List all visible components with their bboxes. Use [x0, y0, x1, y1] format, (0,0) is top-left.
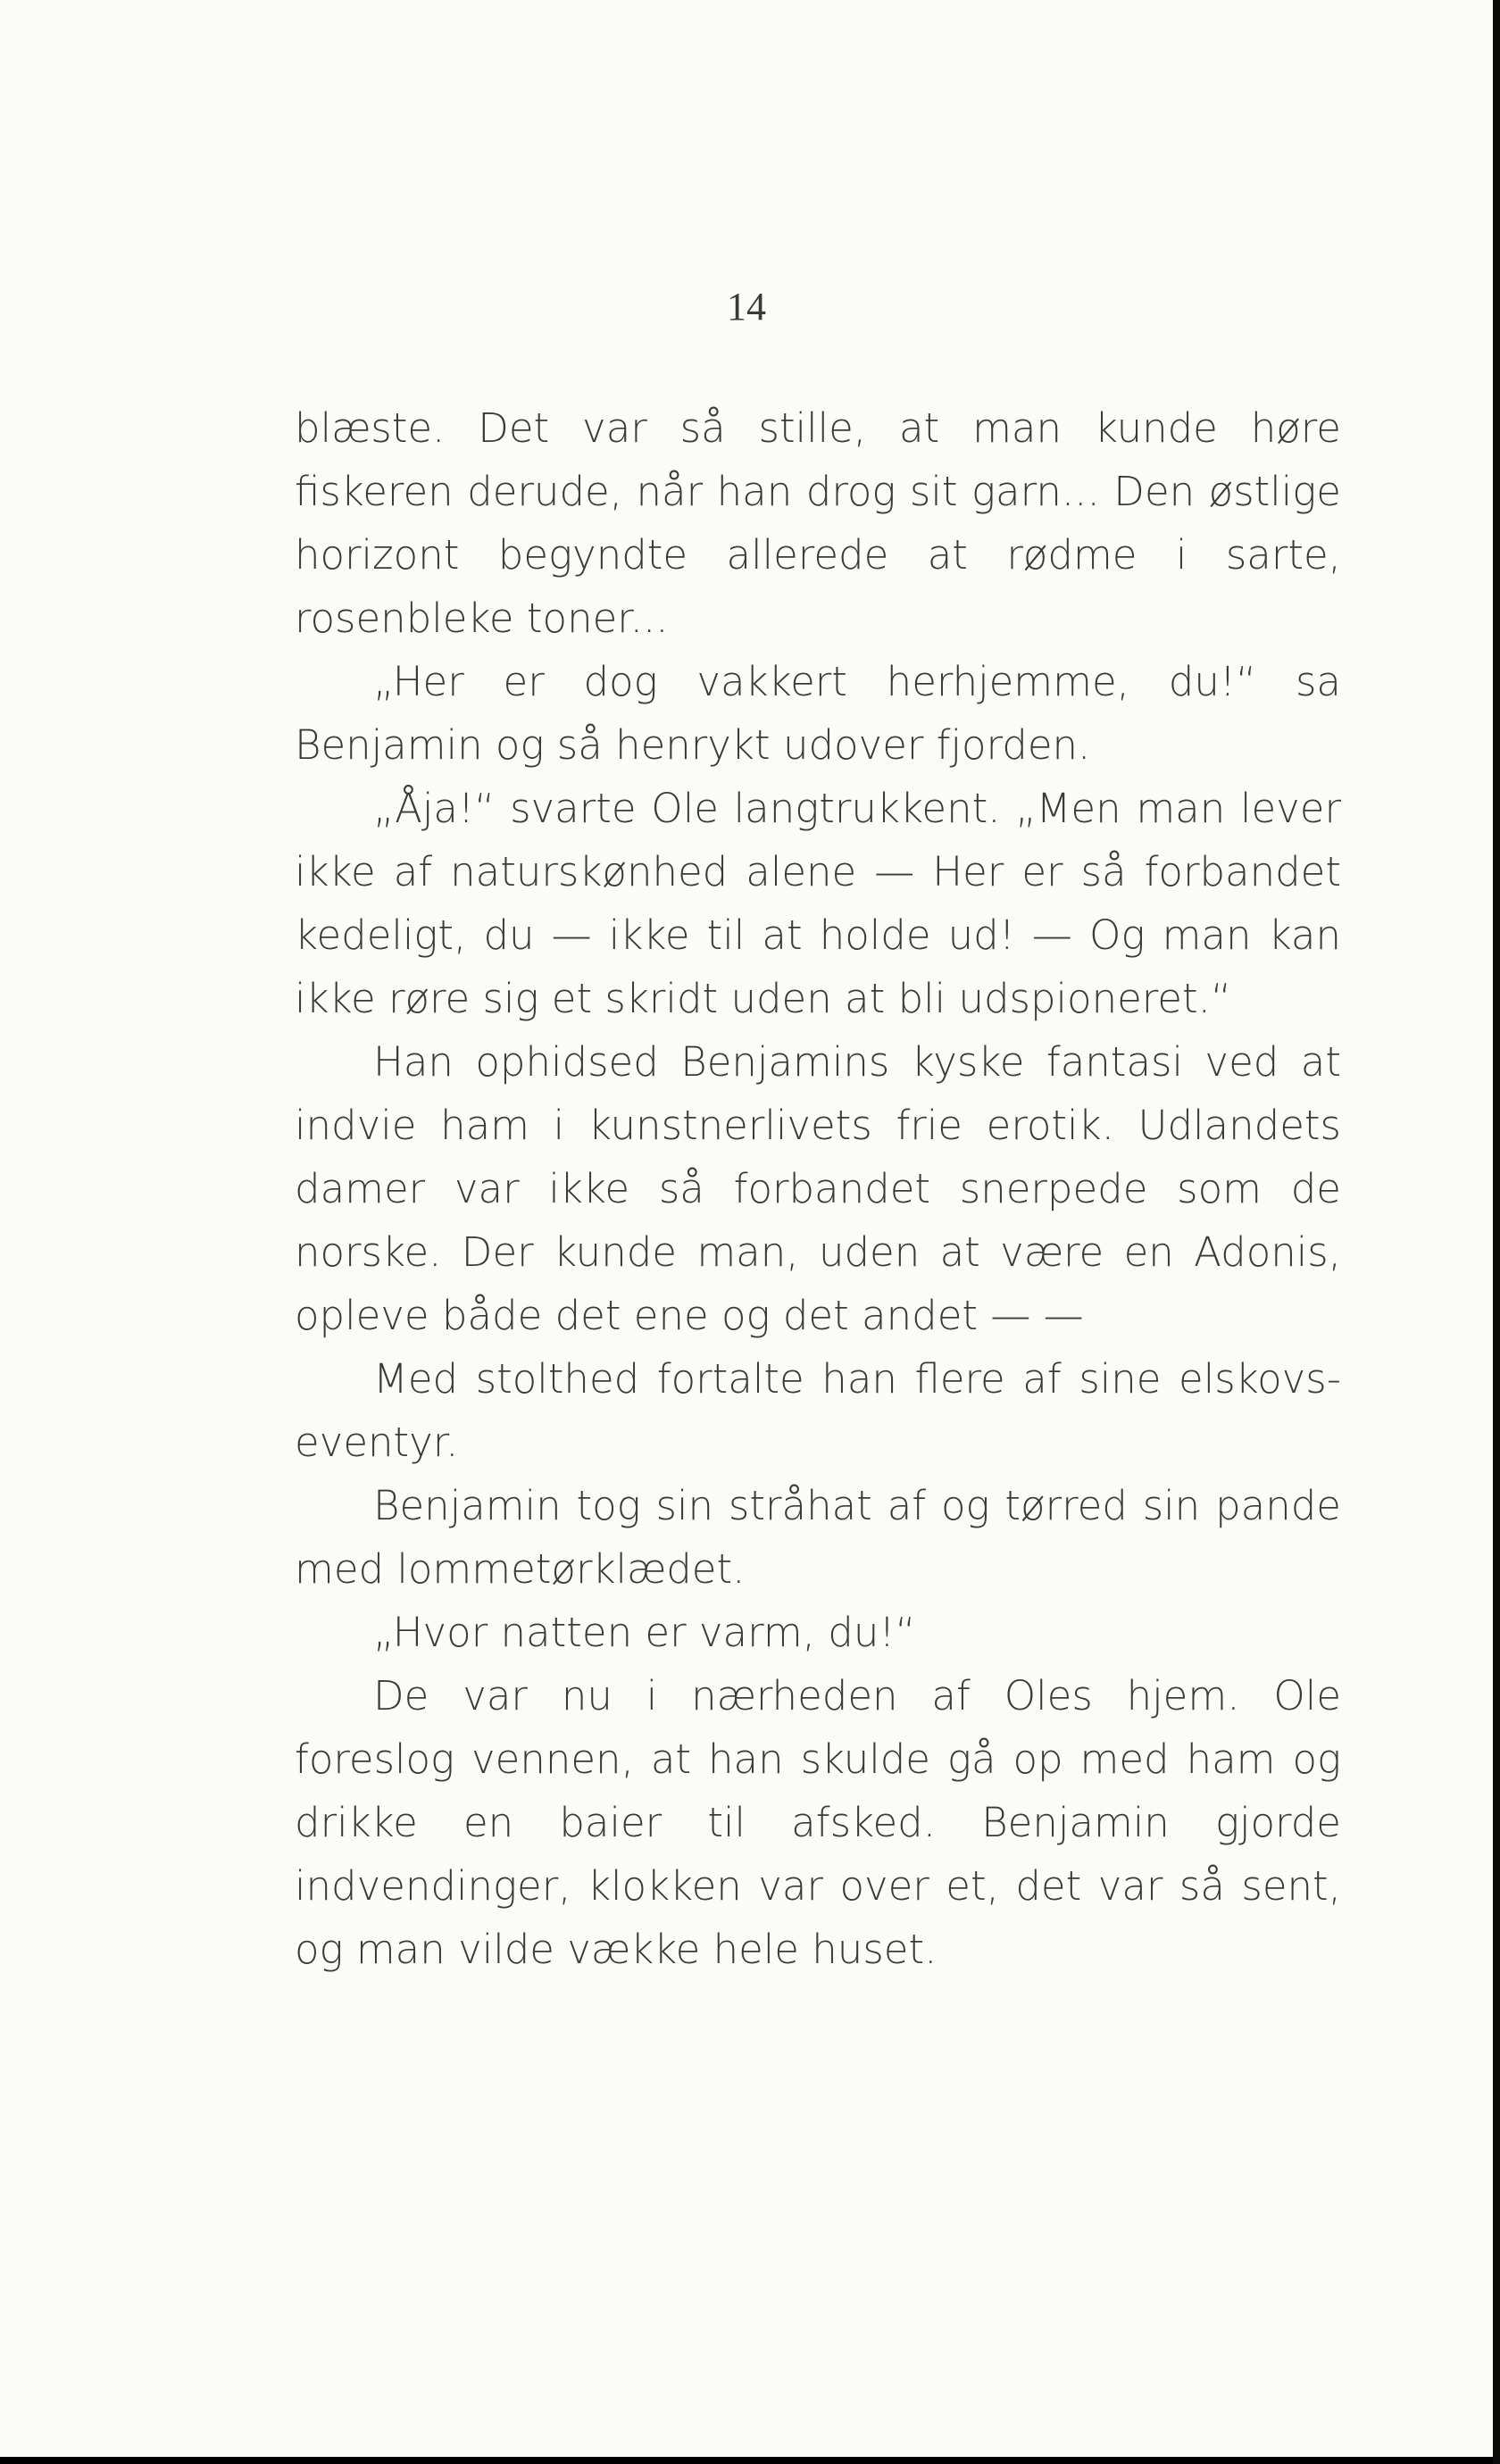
paragraph-4: Han ophidsed Benjamins kyske fantasi ved at indvie ham i kunstnerlivets frie erotik. Udlandets damer var ikke så forbandet snerpede som de norske. Der kunde man, uden at være en Adonis, opleve både det ene og det andet — — — [295, 1038, 1341, 1339]
page-edge-shadow — [1493, 0, 1500, 2464]
paragraph-3: „Åja!“ svarte Ole langtrukkent. „Men man lever ikke af naturskønhed alene — Her er så forbandet kedeligt, du — ikke til at holde ud! — Og man kan ikke røre sig et skridt uden at bli udspioneret.“ — [295, 785, 1341, 1022]
paragraph-2: „Her er dog vakkert herhjemme, du!“ sa Benjamin og så henrykt udover fjorden. — [295, 658, 1341, 769]
paragraph-6: Benjamin tog sin stråhat af og tørred sin pande med lommetørklædet. — [295, 1482, 1341, 1593]
page-number: 14 — [727, 285, 766, 329]
paragraph-1: blæste. Det var så stille, at man kunde høre fiskeren derude, når han drog sit garn... Den østlige horizont begyndte allerede at rødme i sarte, rosenbleke toner... — [295, 404, 1341, 642]
paragraph-5: Med stolthed fortalte han flere af sine elskovseventyr. — [295, 1355, 1341, 1466]
paragraph-7: „Hvor natten er varm, du!“ — [373, 1609, 916, 1656]
paragraph-8: De var nu i nærheden af Oles hjem. Ole foreslog vennen, at han skulde gå op med ham og drikke en baier til afsked. Benjamin gjorde indvendinger, klokken var over et, det var så sent, og man vilde vække hele huset. — [295, 1672, 1341, 1973]
body-text — [295, 396, 1341, 1981]
